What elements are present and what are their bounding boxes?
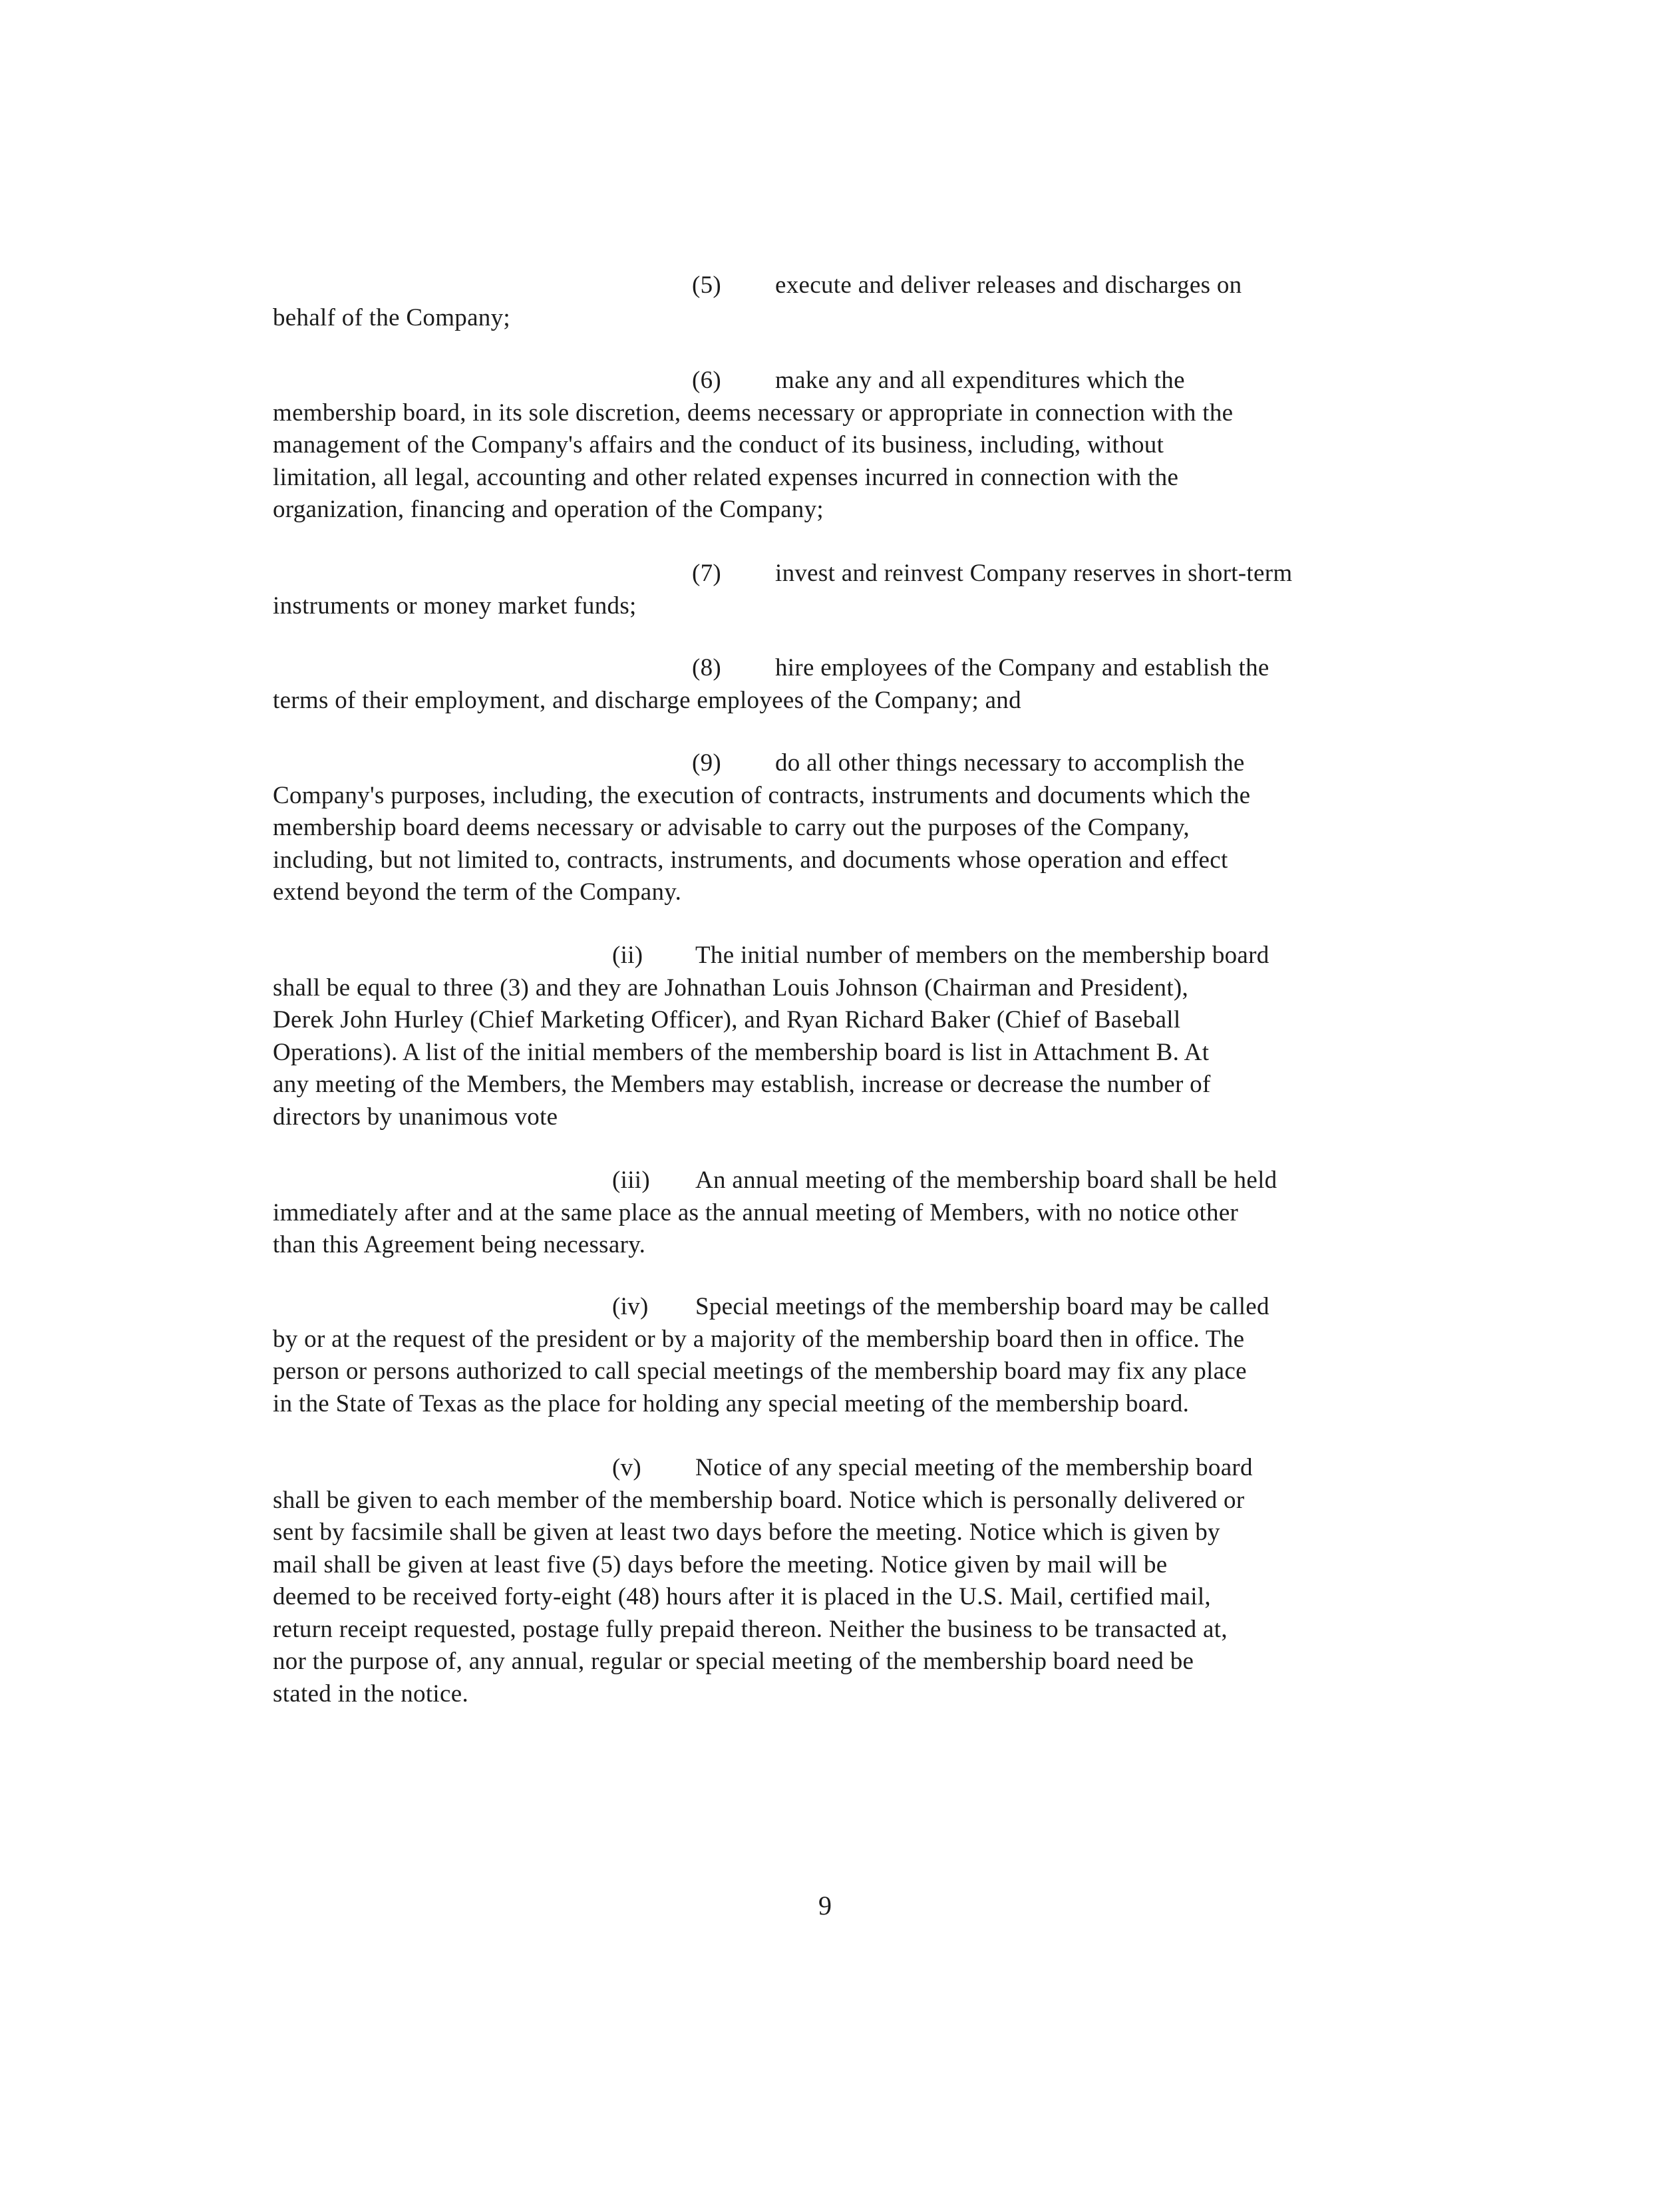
paragraph-marker: (9) [692, 749, 722, 777]
paragraph-first-line [273, 365, 1404, 397]
paragraph-v [273, 1452, 1404, 1710]
paragraph-5 [273, 270, 1404, 334]
paragraph-line: shall be given to each member of the membership board. Notice which is personally delivered or [273, 1486, 1245, 1514]
paragraph-first-line [273, 1291, 1404, 1324]
paragraph-text: Special meetings of the membership board may be called [695, 1293, 1269, 1320]
paragraph-line: membership board deems necessary or advisable to carry out the purposes of the Company, [273, 814, 1190, 841]
paragraph-first-line [273, 652, 1404, 685]
paragraph-9 [273, 747, 1404, 909]
paragraph-marker: (7) [692, 560, 722, 587]
paragraph-line: instruments or money market funds; [273, 592, 637, 620]
paragraph-first-line [273, 940, 1404, 972]
paragraph-marker: (8) [692, 654, 722, 681]
paragraph-marker: (iv) [612, 1293, 649, 1320]
paragraph-marker: (5) [692, 272, 722, 299]
paragraph-text: The initial number of members on the membership board [695, 942, 1269, 969]
paragraph-line: return receipt requested, postage fully prepaid thereon. Neither the business to be transacted at, [273, 1615, 1228, 1643]
paragraph-6 [273, 365, 1404, 526]
paragraph-line: membership board, in its sole discretion, deems necessary or appropriate in connection with the [273, 399, 1234, 427]
paragraph-line: behalf of the Company; [273, 303, 510, 331]
paragraph-line: extend beyond the term of the Company. [273, 878, 682, 906]
paragraph-marker: (ii) [612, 942, 643, 969]
paragraph-marker: (v) [612, 1454, 642, 1481]
paragraph-line: terms of their employment, and discharge employees of the Company; and [273, 686, 1021, 714]
paragraph-line: Operations). A list of the initial members of the membership board is list in Attachment B. At [273, 1038, 1210, 1066]
paragraph-line: limitation, all legal, accounting and other related expenses incurred in connection with the [273, 463, 1179, 491]
paragraph-first-line [273, 270, 1404, 302]
page-number: 9 [818, 1891, 832, 1920]
paragraph-first-line [273, 747, 1404, 780]
paragraph-line: Company's purposes, including, the execution of contracts, instruments and documents which the [273, 781, 1251, 809]
paragraph-line: in the State of Texas as the place for holding any special meeting of the membership board. [273, 1389, 1190, 1417]
paragraph-text: make any and all expenditures which the [775, 367, 1185, 394]
paragraph-text: do all other things necessary to accomplish the [775, 749, 1245, 777]
paragraph-text: execute and deliver releases and discharges on [775, 272, 1242, 299]
paragraph-line: mail shall be given at least five (5) days before the meeting. Notice given by mail will be [273, 1550, 1168, 1578]
paragraph-line: by or at the request of the president or by a majority of the membership board then in office. The [273, 1325, 1245, 1353]
paragraph-7 [273, 558, 1404, 622]
paragraph-first-line [273, 1452, 1404, 1485]
paragraph-ii [273, 940, 1404, 1133]
paragraph-line: Derek John Hurley (Chief Marketing Officer), and Ryan Richard Baker (Chief of Baseball [273, 1006, 1181, 1033]
paragraph-line: stated in the notice. [273, 1680, 468, 1708]
paragraph-iii [273, 1165, 1404, 1262]
paragraph-text: An annual meeting of the membership board shall be held [695, 1167, 1277, 1194]
paragraph-line: organization, financing and operation of the Company; [273, 496, 824, 523]
paragraph-text: Notice of any special meeting of the membership board [695, 1454, 1253, 1481]
paragraph-marker: (iii) [612, 1167, 650, 1194]
paragraph-line: nor the purpose of, any annual, regular or special meeting of the membership board need be [273, 1648, 1194, 1675]
paragraph-8 [273, 652, 1404, 717]
paragraph-first-line [273, 558, 1404, 590]
paragraph-text: hire employees of the Company and establish the [775, 654, 1269, 681]
paragraph-text: invest and reinvest Company reserves in short-term [775, 560, 1293, 587]
paragraph-line: shall be equal to three (3) and they are Johnathan Louis Johnson (Chairman and President), [273, 974, 1189, 1002]
paragraph-line: including, but not limited to, contracts, instruments, and documents whose operation and effect [273, 846, 1228, 874]
paragraph-line: than this Agreement being necessary. [273, 1231, 646, 1258]
paragraph-line: management of the Company's affairs and the conduct of its business, including, without [273, 431, 1164, 458]
paragraph-first-line [273, 1165, 1404, 1197]
paragraph-marker: (6) [692, 367, 722, 394]
paragraph-line: person or persons authorized to call special meetings of the membership board may fix any place [273, 1358, 1247, 1385]
paragraph-line: directors by unanimous vote [273, 1103, 558, 1131]
paragraph-line: deemed to be received forty-eight (48) hours after it is placed in the U.S. Mail, certified mail, [273, 1583, 1211, 1610]
paragraph-line: immediately after and at the same place as the annual meeting of Members, with no notice other [273, 1198, 1239, 1226]
paragraph-line: any meeting of the Members, the Members may establish, increase or decrease the number of [273, 1071, 1211, 1098]
paragraph-iv [273, 1291, 1404, 1420]
paragraph-line: sent by facsimile shall be given at least two days before the meeting. Notice which is given by [273, 1519, 1220, 1546]
